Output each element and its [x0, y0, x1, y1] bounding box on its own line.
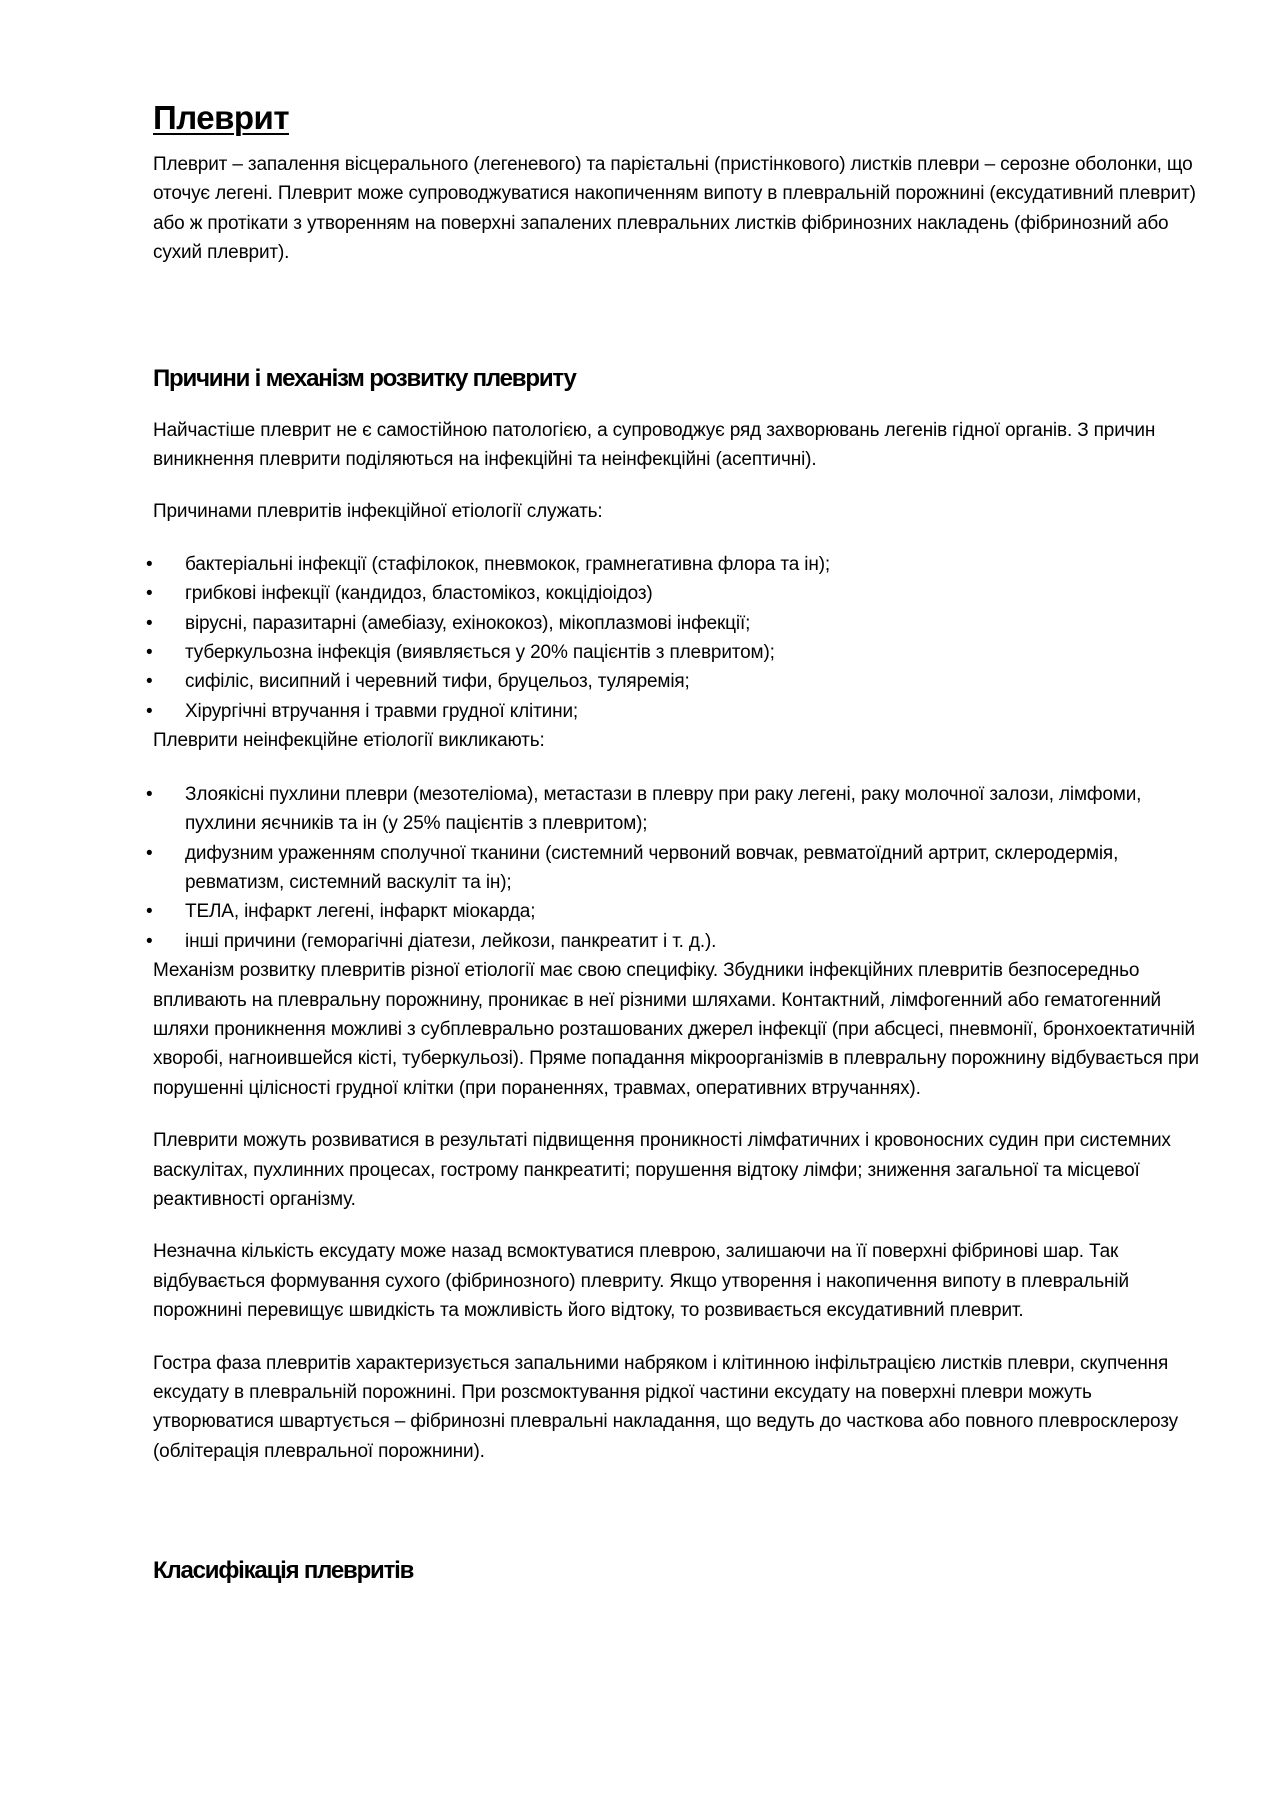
list-item: • туберкульозна інфекція (виявляється у 20% пацієнтів з плевритом);: [153, 638, 1205, 667]
infectious-list: [146, 550, 1205, 726]
noninfectious-intro: Плеврити неінфекційне етіології викликають:: [153, 730, 545, 752]
exudate-paragraph: Незначна кількість ексудату може назад всмоктуватися плеврою, залишаючи на її поверхні фібринові шар. Так відбувається формування сухого (фібринозного) плевриту. Якщо утворення і накопичення випоту в плевральній порожнині перевищує швидкість та можливість його відтоку, то розвивається ексудативний плеврит.: [153, 1241, 1129, 1322]
list-item: • інші причини (геморагічні діатези, лейкози, панкреатит і т. д.).: [153, 927, 1205, 956]
document-page: [146, 95, 1205, 1587]
vessels-paragraph: Плеврити можуть розвиватися в результаті підвищення проникності лімфатичних і кровоносних судин при системних васкулітах, пухлинних процесах, гострому панкреатиті; порушення відтоку лімфи; зниження загальної та місцевої реактивності організму.: [153, 1130, 1171, 1210]
list-item: • вірусні, паразитарні (амебіазу, ехінококоз), мікоплазмові інфекції;: [153, 609, 1205, 638]
infectious-intro: Причинами плевритів інфекційної етіології служать:: [153, 501, 603, 523]
list-item: • Злоякісні пухлини плеври (мезотеліома), метастази в плевру при раку легені, раку молочної залози, лімфоми, пухлини яєчників та ін (у 25% пацієнтів з плевритом);: [153, 780, 1205, 839]
list-item: • бактеріальні інфекції (стафілокок, пневмокок, грамнегативна флора та ін);: [153, 550, 1205, 579]
mechanism-paragraph: Механізм розвитку плевритів різної етіології має свою специфіку. Збудники інфекційних плевритів безпосередньо впливають на плевральну порожнину, проникає в неї різними шляхами. Контактний, лімфогенний або гематогенний шляхи проникнення можливі з субплеврально розташованих джерел інфекції (при абсцесі, пневмонії, бронхоектатичній хворобі, нагноившейся кісті, туберкульозі). Пряме попадання мікроорганізмів в плевральну порожнину відбувається при порушенні цілісності грудної клітки (при пораненнях, травмах, оперативних втручаннях).: [153, 960, 1199, 1099]
causes-paragraph: Найчастіше плеврит не є самостійною патологією, а супроводжує ряд захворювань легенів гідної органів. З причин виникнення плеврити поділяються на інфекційні та неінфекційні (асептичні).: [153, 419, 1156, 471]
bullet-icon: •: [146, 901, 153, 923]
bullet-icon: •: [146, 583, 153, 605]
list-item: • ТЕЛА, інфаркт легені, інфаркт міокарда;: [153, 897, 1205, 926]
bullet-icon: •: [146, 842, 153, 864]
list-item: • сифіліс, висипний і черевний тифи, бруцельоз, туляремія;: [153, 667, 1205, 696]
bullet-icon: •: [146, 642, 153, 664]
section-heading-classification: Класифікація плевритів: [153, 1557, 414, 1585]
page-title: Плеврит: [153, 99, 289, 136]
bullet-icon: •: [146, 930, 153, 952]
bullet-icon: •: [146, 553, 153, 575]
list-item: • Хірургічні втручання і травми грудної клітини;: [153, 697, 1205, 726]
list-item: • грибкові інфекції (кандидоз, бластомікоз, кокцідіоідоз): [153, 579, 1205, 608]
section-heading-causes: Причини і механізм розвитку плевриту: [153, 364, 576, 392]
acute-phase-paragraph: Гостра фаза плевритів характеризується запальними набряком і клітинною інфільтрацією листків плеври, скупчення ексудату в плевральній порожнині. При розсмоктування рідкої частини ексудату на поверхні плеври можуть утворюватися швартується – фібринозні плевральні накладання, що ведуть до часткова або повного плевросклерозу (облітерація плевральної порожнини).: [153, 1352, 1178, 1462]
noninfectious-list: [146, 780, 1205, 956]
bullet-icon: •: [146, 700, 153, 722]
bullet-icon: •: [146, 783, 153, 805]
bullet-icon: •: [146, 612, 153, 634]
intro-paragraph: Плеврит – запалення вісцерального (легеневого) та парієтальні (пристінкового) листків плеври – серозне оболонки, що оточує легені. Плеврит може супроводжуватися накопиченням випоту в плевральній порожнині (ексудативний плеврит) або ж протікати з утворенням на поверхні запалених плевральних листків фібринозних накладень (фібринозний або сухий плеврит).: [153, 154, 1196, 264]
list-item: • дифузним ураженням сполучної тканини (системний червоний вовчак, ревматоїдний артрит, склеродермія, ревматизм, системний васкуліт та ін);: [153, 839, 1205, 898]
bullet-icon: •: [146, 671, 153, 693]
